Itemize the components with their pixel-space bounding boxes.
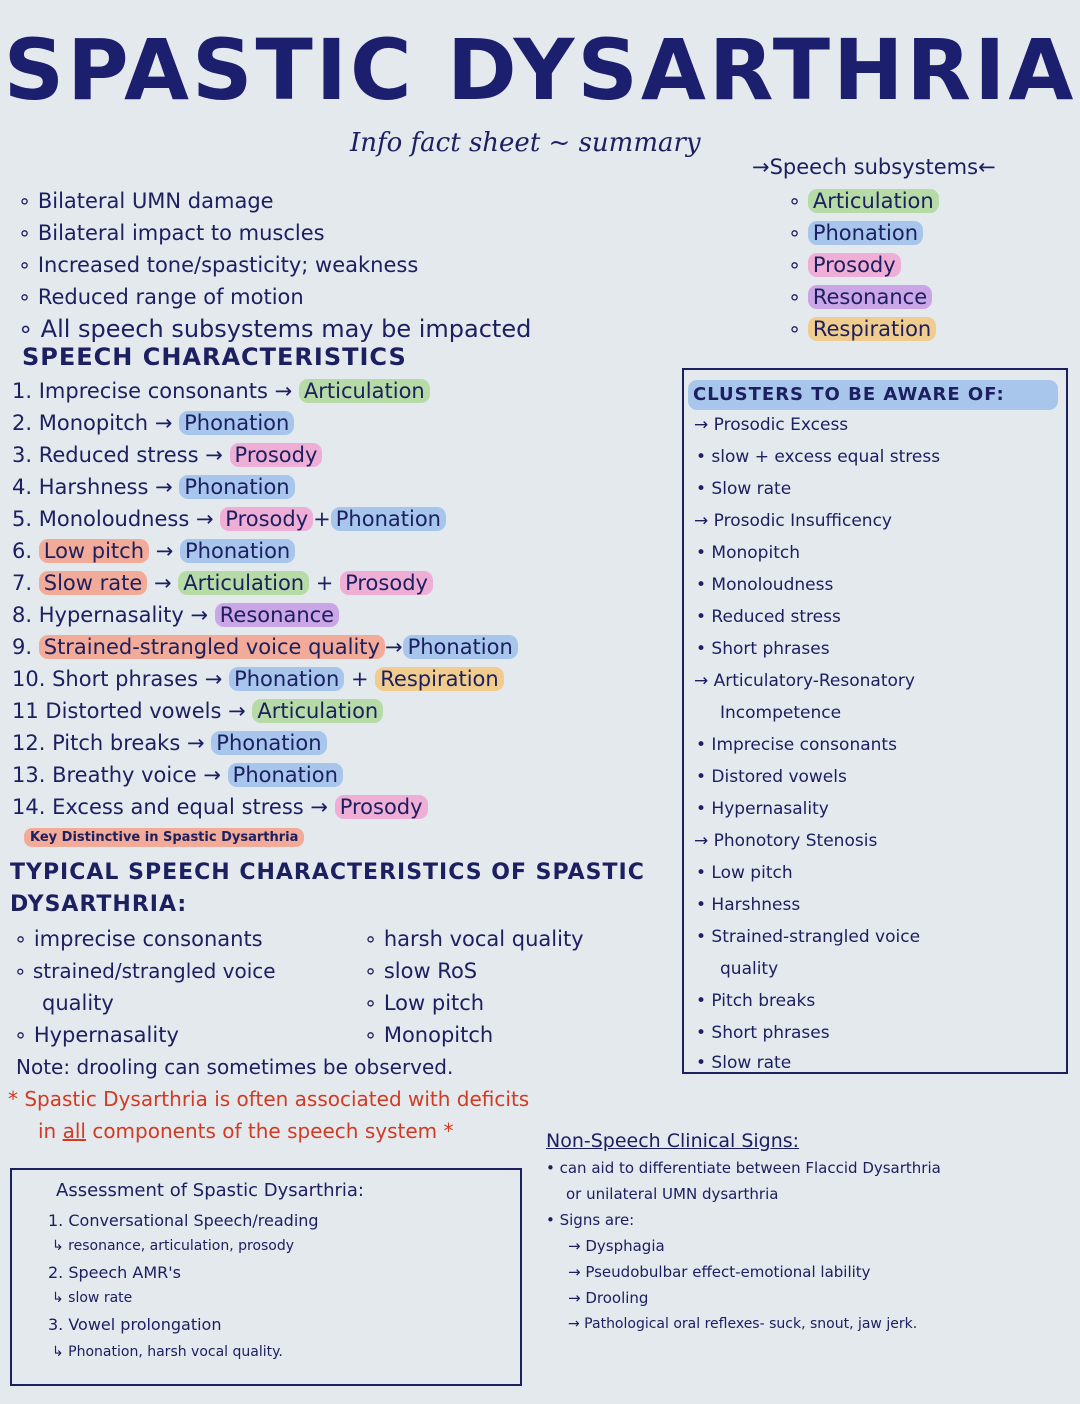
characteristic-item: 3. Reduced stress → Prosody bbox=[12, 440, 322, 470]
cluster-line: • Reduced stress bbox=[696, 607, 841, 627]
cluster-line: → Prosodic Excess bbox=[694, 415, 849, 435]
assessment-line: 2. Speech AMR's bbox=[48, 1263, 181, 1282]
nonspeech-line: → Pseudobulbar effect-emotional lability bbox=[568, 1263, 871, 1281]
cluster-line: • Imprecise consonants bbox=[696, 735, 897, 755]
cluster-line: • Hypernasality bbox=[696, 799, 829, 819]
cluster-line: • slow + excess equal stress bbox=[696, 447, 941, 467]
cluster-line: • Distored vowels bbox=[696, 767, 847, 787]
nonspeech-line: • Signs are: bbox=[546, 1211, 635, 1229]
characteristic-item: 6. Low pitch → Phonation bbox=[12, 536, 295, 566]
assessment-box bbox=[10, 1168, 522, 1386]
subsystem-item: ∘ Respiration bbox=[788, 314, 936, 344]
typical-item: ∘ Hypernasality bbox=[14, 1023, 179, 1047]
characteristic-item: 4. Harshness → Phonation bbox=[12, 472, 295, 502]
cluster-line: • Short phrases bbox=[696, 639, 830, 659]
typical-item-cont: quality bbox=[42, 991, 114, 1015]
drooling-note: Note: drooling can sometimes be observed. bbox=[16, 1055, 454, 1079]
characteristic-item: 11 Distorted vowels → Articulation bbox=[12, 696, 383, 726]
assessment-heading: Assessment of Spastic Dysarthria: bbox=[56, 1180, 364, 1201]
cluster-line: • Slow rate bbox=[696, 1053, 792, 1073]
nonspeech-heading: Non-Speech Clinical Signs: bbox=[546, 1130, 800, 1152]
typical-item: ∘ Monopitch bbox=[364, 1023, 494, 1047]
typical-item: ∘ Low pitch bbox=[364, 991, 485, 1015]
characteristic-item: 7. Slow rate → Articulation + Prosody bbox=[12, 568, 433, 598]
typical-item: ∘ strained/strangled voice bbox=[14, 959, 276, 983]
characteristic-item: 13. Breathy voice → Phonation bbox=[12, 760, 343, 790]
clusters-box bbox=[682, 368, 1068, 1074]
intro-bullet: ∘ Increased tone/spasticity; weakness bbox=[18, 253, 419, 277]
cluster-line: • Low pitch bbox=[696, 863, 793, 883]
typical-item: ∘ harsh vocal quality bbox=[364, 927, 584, 951]
cluster-line: • Harshness bbox=[696, 895, 801, 915]
cluster-line: • Short phrases bbox=[696, 1023, 830, 1043]
page-subtitle: Info fact sheet ~ summary bbox=[350, 128, 701, 158]
intro-bullet: ∘ Reduced range of motion bbox=[18, 285, 304, 309]
cluster-line: → Articulatory-Resonatory bbox=[694, 671, 915, 691]
page-title: SPASTIC DYSARTHRIA bbox=[3, 21, 1077, 119]
subsystem-item: ∘ Resonance bbox=[788, 282, 932, 312]
typical-heading-cont: DYSARTHRIA: bbox=[10, 892, 188, 917]
assessment-line: ↳ slow rate bbox=[52, 1290, 133, 1306]
cluster-line: • Monopitch bbox=[696, 543, 800, 563]
deficit-note-cont: in all components of the speech system * bbox=[38, 1119, 454, 1143]
cluster-line: • Pitch breaks bbox=[696, 991, 816, 1011]
subsystem-item: ∘ Prosody bbox=[788, 250, 901, 280]
cluster-line: • Strained-strangled voice bbox=[696, 927, 921, 947]
assessment-line: ↳ Phonation, harsh vocal quality. bbox=[52, 1344, 283, 1360]
nonspeech-line: → Dysphagia bbox=[568, 1237, 665, 1255]
intro-bullet: ∘ Bilateral UMN damage bbox=[18, 189, 274, 213]
characteristic-item: 2. Monopitch → Phonation bbox=[12, 408, 294, 438]
characteristic-item: 14. Excess and equal stress → Prosody bbox=[12, 792, 428, 822]
characteristic-item: 8. Hypernasality → Resonance bbox=[12, 600, 339, 630]
subsystems-heading: →Speech subsystems← bbox=[752, 155, 996, 179]
typical-heading: TYPICAL SPEECH CHARACTERISTICS OF SPASTIC bbox=[10, 860, 645, 885]
nonspeech-line: • can aid to differentiate between Flaccid Dysarthria bbox=[546, 1159, 941, 1177]
intro-bullet: ∘ Bilateral impact to muscles bbox=[18, 221, 325, 245]
typical-item: ∘ slow RoS bbox=[364, 959, 478, 983]
cluster-line: → Phonotory Stenosis bbox=[694, 831, 878, 851]
subsystem-item: ∘ Articulation bbox=[788, 186, 939, 216]
assessment-line: 3. Vowel prolongation bbox=[48, 1315, 222, 1334]
cluster-line: Incompetence bbox=[720, 703, 842, 723]
assessment-line: ↳ resonance, articulation, prosody bbox=[52, 1238, 295, 1254]
cluster-line: • Monoloudness bbox=[696, 575, 834, 595]
intro-bullet: ∘ All speech subsystems may be impacted bbox=[18, 315, 532, 343]
nonspeech-line: → Pathological oral reflexes- suck, snout, jaw jerk. bbox=[568, 1316, 918, 1332]
key-distinctive-note: Key Distinctive in Spastic Dysarthria bbox=[24, 826, 304, 845]
clusters-heading: CLUSTERS TO BE AWARE OF: bbox=[688, 380, 1058, 410]
characteristics-heading: SPEECH CHARACTERISTICS bbox=[22, 343, 407, 371]
characteristic-item: 12. Pitch breaks → Phonation bbox=[12, 728, 327, 758]
assessment-line: 1. Conversational Speech/reading bbox=[48, 1211, 319, 1230]
subsystem-item: ∘ Phonation bbox=[788, 218, 923, 248]
characteristic-item: 1. Imprecise consonants → Articulation bbox=[12, 376, 430, 406]
characteristic-item: 5. Monoloudness → Prosody + Phonation bbox=[12, 504, 446, 534]
cluster-line: • Slow rate bbox=[696, 479, 792, 499]
typical-item: ∘ imprecise consonants bbox=[14, 927, 263, 951]
cluster-line: quality bbox=[720, 959, 779, 979]
nonspeech-line: → Drooling bbox=[568, 1289, 649, 1307]
nonspeech-line: or unilateral UMN dysarthria bbox=[566, 1185, 779, 1203]
deficit-note: * Spastic Dysarthria is often associated with deficits bbox=[8, 1087, 530, 1111]
characteristic-item: 9. Strained-strangled voice quality → Phonation bbox=[12, 632, 518, 662]
cluster-line: → Prosodic Insufficency bbox=[694, 511, 892, 531]
characteristic-item: 10. Short phrases → Phonation + Respiration bbox=[12, 664, 504, 694]
